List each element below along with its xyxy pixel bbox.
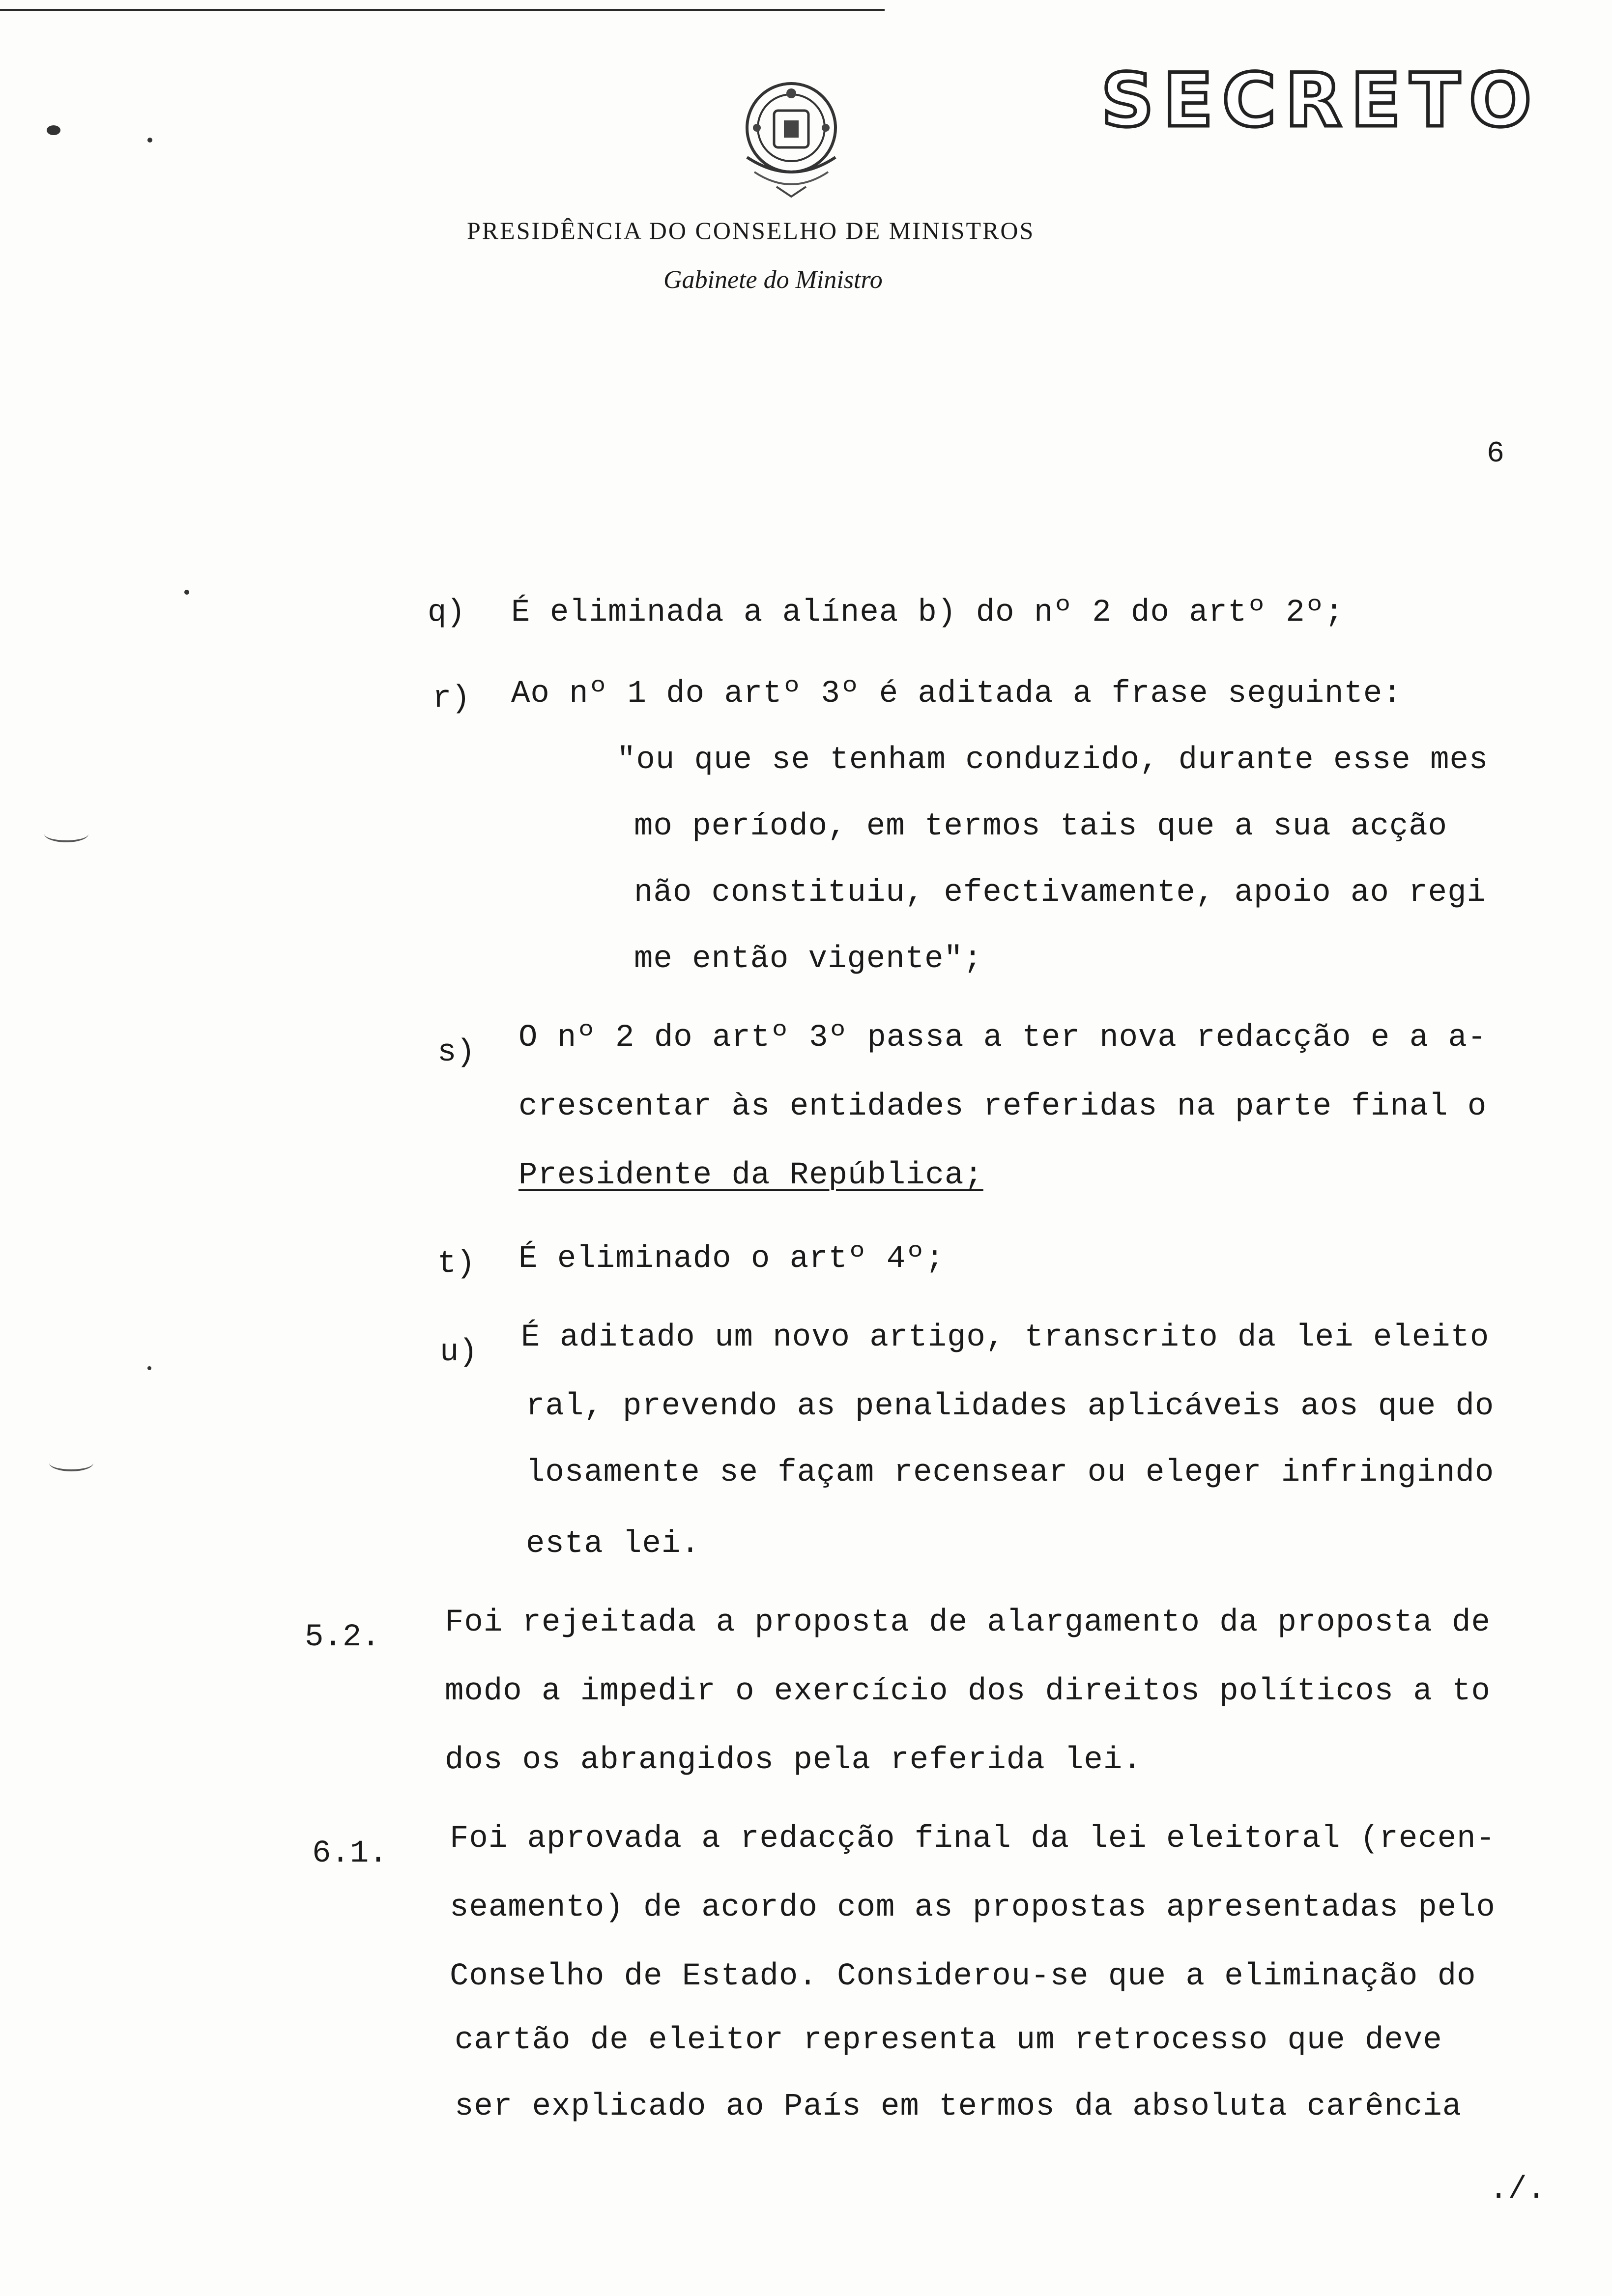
item-r-line: não constituiu, efectivamente, apoio ao regi: [634, 875, 1486, 911]
item-r-line: me então vigente";: [634, 942, 983, 977]
cabinet-subheading: Gabinete do Ministro: [663, 266, 883, 294]
item-label-t: t): [437, 1246, 475, 1282]
section-6-1-line: Foi aprovada a redacção final da lei eleitoral (recen-: [450, 1821, 1496, 1857]
organization-heading: PRESIDÊNCIA DO CONSELHO DE MINISTROS: [467, 217, 1035, 244]
item-u-line: losamente se façam recensear ou eleger infringindo: [526, 1455, 1495, 1491]
section-6-1-line: Conselho de Estado. Considerou-se que a eliminação do: [450, 1959, 1476, 1994]
section-5-2-line: modo a impedir o exercício dos direitos políticos a to: [445, 1674, 1491, 1709]
continuation-mark: ./.: [1489, 2172, 1546, 2208]
section-6-1-line: ser explicado ao País em termos da absoluta carência: [455, 2089, 1462, 2124]
item-r-line: "ou que se tenham conduzido, durante esse mes: [617, 743, 1489, 778]
scan-mark: [147, 1366, 151, 1370]
secret-stamp: SECRETO: [1101, 58, 1541, 144]
item-label-s: s): [437, 1035, 475, 1070]
scan-mark: [47, 125, 60, 135]
section-6-1-line: cartão de eleitor representa um retrocesso que deve: [455, 2023, 1442, 2058]
item-r-line: Ao nº 1 do artº 3º é aditada a frase seguinte:: [511, 676, 1402, 712]
scan-mark: [184, 590, 189, 595]
item-u-line: É aditado um novo artigo, transcrito da lei eleito: [521, 1320, 1490, 1355]
scan-mark: [147, 138, 152, 143]
section-5-2-line: dos os abrangidos pela referida lei.: [445, 1743, 1142, 1778]
section-label-6-1: 6.1.: [312, 1836, 388, 1871]
item-s-line: Presidente da República;: [518, 1158, 983, 1193]
section-label-5-2: 5.2.: [305, 1620, 380, 1655]
item-s-line: crescentar às entidades referidas na parte final o: [518, 1089, 1487, 1124]
item-label-q: q): [428, 595, 465, 631]
item-label-r: r): [432, 681, 470, 717]
item-u-line: ral, prevendo as penalidades aplicáveis aos que do: [526, 1389, 1495, 1424]
item-label-u: u): [440, 1335, 478, 1370]
item-r-line: mo período, em termos tais que a sua acção: [634, 809, 1448, 844]
item-s-line: O nº 2 do artº 3º passa a ter nova redacção e a a-: [518, 1020, 1487, 1056]
item-q-line: É eliminada a alínea b) do nº 2 do artº 2º;: [511, 595, 1344, 631]
punch-hole-mark: [49, 1455, 93, 1471]
item-t-line: É eliminado o artº 4º;: [518, 1241, 945, 1277]
page-number: 6: [1487, 437, 1505, 471]
item-u-line: esta lei.: [526, 1526, 700, 1562]
coat-of-arms-seal: [727, 74, 855, 201]
section-6-1-line: seamento) de acordo com as propostas apresentadas pelo: [450, 1890, 1496, 1925]
section-5-2-line: Foi rejeitada a proposta de alargamento da proposta de: [445, 1605, 1491, 1640]
punch-hole-mark: [44, 826, 88, 842]
top-rule: [0, 9, 885, 11]
